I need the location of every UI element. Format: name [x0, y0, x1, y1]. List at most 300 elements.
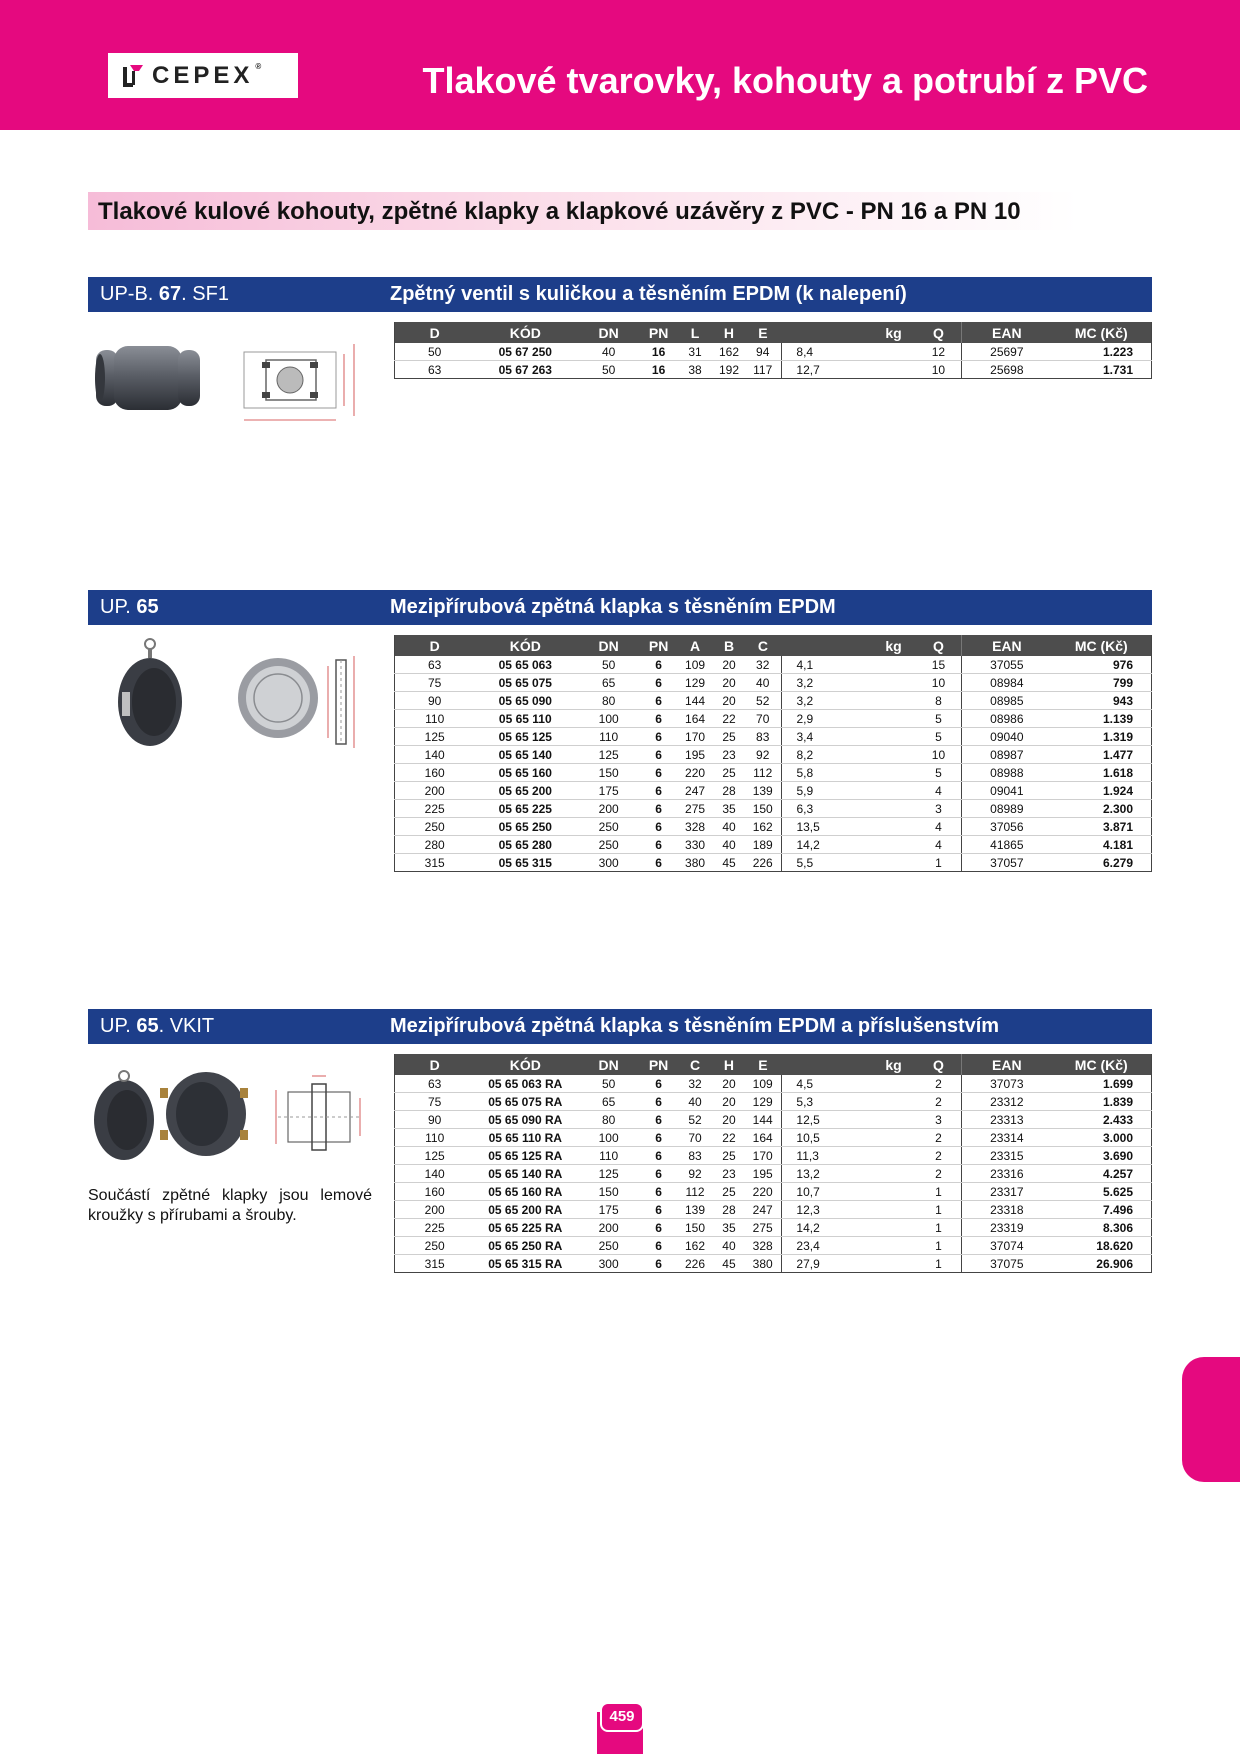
table-cell: 1 [935, 1256, 942, 1271]
table-cell: 1.618 [1052, 764, 1152, 782]
table-cell: 27,9 [782, 1255, 916, 1273]
table-cell: 5 [916, 728, 962, 746]
section-title-bar [88, 192, 1078, 230]
table-cell: 6 [641, 1093, 676, 1111]
table-cell: 200 [576, 1219, 641, 1237]
table-cell: 6 [641, 1201, 676, 1219]
table-cell: 380 [752, 1256, 773, 1271]
table-cell: 225 [395, 800, 475, 818]
table-cell: 05 65 200 [474, 782, 576, 800]
table-cell: 139 [744, 782, 782, 800]
table-cell: 3 [916, 1111, 962, 1129]
table-cell: 6 [641, 674, 676, 692]
table-cell: 37055 [962, 656, 1052, 674]
table-cell: 05 65 063 [474, 656, 576, 674]
table-cell: 37074 [962, 1237, 1052, 1255]
table-cell: 20 [714, 674, 744, 692]
table-cell: 52 [676, 1111, 714, 1129]
table-cell: 37075 [962, 1255, 1052, 1273]
table-cell: 250 [576, 1237, 641, 1255]
table-cell: 125 [576, 746, 641, 764]
table-cell: 144 [676, 692, 714, 710]
valve-kit-photo [90, 1068, 260, 1169]
product-code: UP-B. 67. SF1 [100, 283, 229, 305]
product-table [394, 1054, 1152, 1273]
table-cell: 150 [576, 1183, 641, 1201]
table-cell: 08984 [962, 674, 1052, 692]
table-cell: 6 [641, 1237, 676, 1255]
table-cell: 40 [714, 836, 744, 854]
cepex-logo-mark-icon [122, 63, 144, 89]
table-cell: 6 [641, 836, 676, 854]
table-cell: 22 [714, 710, 744, 728]
table-row [395, 1165, 1152, 1183]
table-cell: 100 [576, 710, 641, 728]
table-cell: 63 [395, 656, 475, 674]
table-cell: 1.924 [1052, 782, 1152, 800]
table-cell: 110 [395, 1129, 475, 1147]
table-cell: 1 [916, 1201, 962, 1219]
table-cell: 3,2 [782, 692, 916, 710]
table-cell: 23312 [962, 1093, 1052, 1111]
wafer-check-valve-drawing [322, 652, 362, 757]
col-header: PN [641, 322, 676, 343]
table-cell: 330 [676, 836, 714, 854]
table-row [395, 1219, 1152, 1237]
table-cell: 40 [676, 1093, 714, 1111]
table-cell: 6 [641, 1165, 676, 1183]
col-header: KÓD [474, 1054, 576, 1075]
table-cell: 5,8 [782, 764, 916, 782]
table-cell: 32 [744, 656, 782, 674]
table-cell: 05 65 090 RA [474, 1111, 576, 1129]
table-cell: 129 [744, 1093, 782, 1111]
table-cell: 08985 [962, 692, 1052, 710]
table-cell: 112 [744, 764, 782, 782]
table-cell: 139 [676, 1201, 714, 1219]
kit-note: Součástí zpětné klapky jsou lemové kroužky s přírubami a šrouby. [88, 1187, 372, 1224]
table-cell: 05 65 075 RA [474, 1093, 576, 1111]
table-cell: 3.000 [1052, 1129, 1152, 1147]
product-table [394, 322, 1152, 379]
table-cell: 75 [395, 674, 475, 692]
table-row [395, 656, 1152, 674]
col-header: MC (Kč) [1052, 635, 1152, 656]
table-cell: 162 [676, 1237, 714, 1255]
table-cell: 08989 [962, 800, 1052, 818]
table-cell: 1.699 [1052, 1075, 1152, 1093]
table-cell: 6 [641, 692, 676, 710]
table-cell: 5,9 [782, 782, 916, 800]
table-cell: 10,5 [782, 1129, 916, 1147]
table-cell: 3,2 [782, 674, 916, 692]
table-cell: 315 [424, 855, 445, 870]
table-cell: 1 [916, 1183, 962, 1201]
table-cell: 2 [916, 1129, 962, 1147]
table-cell: 05 65 225 [474, 800, 576, 818]
table-cell: 225 [395, 1219, 475, 1237]
header-bar [0, 0, 1240, 130]
table-cell: 2 [916, 1075, 962, 1093]
table-cell: 05 65 315 RA [488, 1256, 563, 1271]
table-cell: 6 [641, 818, 676, 836]
table-cell: 200 [395, 1201, 475, 1219]
table-cell: 6 [641, 1111, 676, 1129]
table-cell: 300 [598, 855, 619, 870]
table-cell: 28 [714, 1201, 744, 1219]
table-cell: 18.620 [1052, 1237, 1152, 1255]
table-cell: 6 [641, 1147, 676, 1165]
table-cell: 92 [676, 1165, 714, 1183]
table-cell: 35 [714, 800, 744, 818]
table-cell: 2.300 [1052, 800, 1152, 818]
table-cell: 10 [916, 746, 962, 764]
table-row [395, 746, 1152, 764]
table-cell: 23 [714, 746, 744, 764]
table-cell: 170 [676, 728, 714, 746]
table-cell: 109 [676, 656, 714, 674]
table-cell: 65 [576, 674, 641, 692]
table-row [395, 800, 1152, 818]
table-cell: 45 [722, 1256, 736, 1271]
table-cell: 08987 [962, 746, 1052, 764]
table-cell: 799 [1052, 674, 1152, 692]
table-cell: 315 [424, 1256, 445, 1271]
col-header: DN [576, 1054, 641, 1075]
table-cell: 328 [744, 1237, 782, 1255]
table-cell: 52 [744, 692, 782, 710]
table-cell: 150 [744, 800, 782, 818]
table-cell: 4 [916, 836, 962, 854]
table-cell: 92 [744, 746, 782, 764]
table-cell: 70 [676, 1129, 714, 1147]
table-cell: 250 [395, 818, 475, 836]
table-cell: 05 65 160 [474, 764, 576, 782]
col-header: MC (Kč) [1052, 1054, 1152, 1075]
table-cell: 164 [676, 710, 714, 728]
table-cell: 6 [641, 728, 676, 746]
col-header: MC (Kč) [1052, 322, 1152, 343]
page-title: Tlakové tvarovky, kohouty a potrubí z PVC [422, 60, 1148, 101]
table-cell: 8,2 [782, 746, 916, 764]
table-row: 63 05 67 263 50 16 38 192 117 12,7 10 25698 1.731 [428, 362, 1133, 377]
table-cell: 41865 [962, 836, 1052, 854]
table-cell: 4.181 [1052, 836, 1152, 854]
table-cell: 247 [744, 1201, 782, 1219]
table-cell: 32 [676, 1075, 714, 1093]
table-cell: 275 [744, 1219, 782, 1237]
table-cell: 2 [916, 1093, 962, 1111]
product-band [88, 277, 1152, 312]
table-cell: 83 [744, 728, 782, 746]
table-cell: 220 [744, 1183, 782, 1201]
table-cell: 05 65 315 [498, 855, 552, 870]
table-cell: 23313 [962, 1111, 1052, 1129]
table-cell: 160 [395, 764, 475, 782]
table-cell: 250 [576, 836, 641, 854]
table-cell: 08986 [962, 710, 1052, 728]
col-header: H [714, 1054, 744, 1075]
ball-check-valve-drawing [240, 340, 366, 433]
table-row [395, 1147, 1152, 1165]
table-cell: 4 [916, 818, 962, 836]
table-cell: 6 [641, 764, 676, 782]
table-cell: 05 65 280 [474, 836, 576, 854]
table-row [395, 1201, 1152, 1219]
table-row [395, 818, 1152, 836]
table-cell: 05 65 063 RA [474, 1075, 576, 1093]
table-cell: 380 [685, 855, 706, 870]
valve-kit-drawing [268, 1072, 368, 1167]
table-cell: 26.906 [1096, 1256, 1133, 1271]
product-code: UP. 65. VKIT [100, 1015, 215, 1037]
table-cell: 300 [598, 1256, 619, 1271]
table-cell: 976 [1052, 656, 1152, 674]
table-cell: 6 [641, 710, 676, 728]
table-cell: 08988 [962, 764, 1052, 782]
col-header: DN [576, 635, 641, 656]
table-cell: 110 [576, 1147, 641, 1165]
table-cell: 195 [676, 746, 714, 764]
table-cell: 15 [916, 656, 962, 674]
table-cell: 4 [916, 782, 962, 800]
table-cell: 37057 [962, 854, 1052, 872]
table-cell: 45 [722, 855, 736, 870]
table-cell: 90 [395, 692, 475, 710]
table-cell: 05 65 250 [474, 818, 576, 836]
table-cell: 125 [576, 1165, 641, 1183]
table-cell: 80 [576, 1111, 641, 1129]
col-header: PN [641, 635, 676, 656]
table-cell: 13,5 [782, 818, 916, 836]
table-cell: 90 [395, 1111, 475, 1129]
table-cell: 25 [714, 728, 744, 746]
table-cell: 160 [395, 1183, 475, 1201]
col-header: EAN [962, 1054, 1052, 1075]
table-cell: 162 [744, 818, 782, 836]
table-row [395, 674, 1152, 692]
table-cell: 20 [714, 1093, 744, 1111]
table-cell: 05 65 110 [474, 710, 576, 728]
table-cell: 110 [576, 728, 641, 746]
table-cell: 5,5 [782, 854, 916, 872]
product-band [88, 590, 1152, 625]
table-row [395, 728, 1152, 746]
table-cell: 25 [714, 764, 744, 782]
table-cell: 3.871 [1052, 818, 1152, 836]
table-cell: 150 [676, 1219, 714, 1237]
table-cell: 05 65 160 RA [474, 1183, 576, 1201]
table-cell: 05 65 125 RA [474, 1147, 576, 1165]
table-cell: 75 [395, 1093, 475, 1111]
table-cell: 4.257 [1052, 1165, 1152, 1183]
table-cell: 150 [576, 764, 641, 782]
table-cell: 6 [655, 1256, 662, 1271]
table-row [395, 692, 1152, 710]
table-row [395, 1255, 1152, 1273]
table-cell: 943 [1052, 692, 1152, 710]
table-cell: 1.139 [1052, 710, 1152, 728]
table-cell: 140 [395, 1165, 475, 1183]
table-cell: 2 [916, 1147, 962, 1165]
table-row [395, 764, 1152, 782]
table-cell: 70 [744, 710, 782, 728]
table-row [395, 1129, 1152, 1147]
chapter-side-tab [1182, 1357, 1240, 1482]
table-row [395, 1111, 1152, 1129]
table-cell: 247 [676, 782, 714, 800]
product-band [88, 1009, 1152, 1044]
table-cell: 220 [676, 764, 714, 782]
col-header: C [744, 635, 782, 656]
table-cell: 05 65 140 [474, 746, 576, 764]
table-cell: 40 [714, 818, 744, 836]
table-cell: 05 65 110 RA [474, 1129, 576, 1147]
col-header: PN [641, 1054, 676, 1075]
table-cell: 175 [576, 782, 641, 800]
table-cell: 13,2 [782, 1165, 916, 1183]
table-cell: 6 [641, 1219, 676, 1237]
col-header: D [395, 322, 475, 343]
cepex-logo [108, 53, 298, 98]
table-cell: 100 [576, 1129, 641, 1147]
table-cell: 200 [576, 800, 641, 818]
product-name: Mezipřírubová zpětná klapka s těsněním EPDM [390, 596, 836, 618]
page-number: 459 [600, 1702, 644, 1732]
col-header: B [714, 635, 744, 656]
table-cell: 250 [576, 818, 641, 836]
table-cell: 28 [714, 782, 744, 800]
col-header: H [714, 322, 744, 343]
table-cell: 125 [395, 728, 475, 746]
table-row [395, 836, 1152, 854]
table-row [395, 1093, 1152, 1111]
table-cell: 12,5 [782, 1111, 916, 1129]
table-cell: 226 [685, 1256, 706, 1271]
table-cell: 8.306 [1052, 1219, 1152, 1237]
table-cell: 05 65 090 [474, 692, 576, 710]
table-cell: 5 [916, 710, 962, 728]
col-header: D [395, 635, 475, 656]
table-cell: 25 [714, 1183, 744, 1201]
wafer-check-valve-disc-photo [236, 652, 320, 751]
table-cell: 10 [916, 674, 962, 692]
table-cell: 20 [714, 1111, 744, 1129]
table-cell: 50 [576, 656, 641, 674]
product-name: Mezipřírubová zpětná klapka s těsněním EPDM a příslušenstvím [390, 1015, 1000, 1037]
table-row [395, 1075, 1152, 1093]
table-cell: 1 [916, 1219, 962, 1237]
product-table [394, 635, 1152, 872]
table-cell: 6 [641, 1183, 676, 1201]
table-cell: 05 65 225 RA [474, 1219, 576, 1237]
table-cell: 22 [714, 1129, 744, 1147]
table-cell: 6 [641, 1129, 676, 1147]
table-row [395, 782, 1152, 800]
col-header: Q [916, 635, 962, 656]
table-cell: 7.496 [1052, 1201, 1152, 1219]
table-cell: 40 [714, 1237, 744, 1255]
table-cell: 23314 [962, 1129, 1052, 1147]
table-cell: 23319 [962, 1219, 1052, 1237]
table-cell: 280 [395, 836, 475, 854]
table-cell: 2 [916, 1165, 962, 1183]
table-cell: 40 [744, 674, 782, 692]
table-cell: 23316 [962, 1165, 1052, 1183]
table-row [395, 1183, 1152, 1201]
table-cell: 63 [395, 1075, 475, 1093]
table-cell: 05 65 075 [474, 674, 576, 692]
table-cell: 10,7 [782, 1183, 916, 1201]
table-cell: 110 [395, 710, 475, 728]
table-cell: 5.625 [1052, 1183, 1152, 1201]
table-cell: 20 [714, 692, 744, 710]
table-cell: 112 [676, 1183, 714, 1201]
table-cell: 2.433 [1052, 1111, 1152, 1129]
col-header: Q [916, 322, 962, 343]
table-cell: 1.839 [1052, 1093, 1152, 1111]
table-cell: 20 [714, 656, 744, 674]
col-header: EAN [962, 635, 1052, 656]
table-cell: 37056 [962, 818, 1052, 836]
table-row: 50 05 67 250 40 16 31 162 94 8,4 12 25697 1.223 [395, 343, 1152, 361]
col-header: E [744, 1054, 782, 1075]
table-cell: 23318 [962, 1201, 1052, 1219]
col-header: D [395, 1054, 475, 1075]
table-cell: 275 [676, 800, 714, 818]
table-cell: 6.279 [1102, 855, 1133, 870]
table-cell: 109 [744, 1075, 782, 1093]
table-cell: 05 65 125 [474, 728, 576, 746]
table-cell: 250 [395, 1237, 475, 1255]
table-cell: 5,3 [782, 1093, 916, 1111]
table-cell: 6 [641, 800, 676, 818]
table-cell: 226 [752, 855, 773, 870]
col-header: E [744, 322, 782, 343]
table-cell: 14,2 [782, 836, 916, 854]
table-cell: 12,3 [782, 1201, 916, 1219]
brand-name: CEPEX [152, 61, 254, 89]
table-cell: 1.477 [1052, 746, 1152, 764]
table-cell: 6,3 [782, 800, 916, 818]
table-cell: 50 [576, 1075, 641, 1093]
table-cell: 144 [744, 1111, 782, 1129]
table-cell: 4,5 [782, 1075, 916, 1093]
brand-registered-mark: ® [255, 61, 266, 71]
table-cell: 3.690 [1052, 1147, 1152, 1165]
col-header: EAN [962, 322, 1052, 343]
table-row [395, 854, 1152, 872]
col-header: KÓD [474, 322, 576, 343]
section-title: Tlakové kulové kohouty, zpětné klapky a klapkové uzávěry z PVC - PN 16 a PN 10 [98, 198, 1021, 225]
table-cell: 140 [395, 746, 475, 764]
table-cell: 23317 [962, 1183, 1052, 1201]
table-cell: 09041 [962, 782, 1052, 800]
col-header: KÓD [474, 635, 576, 656]
table-cell: 4,1 [782, 656, 916, 674]
table-cell: 83 [676, 1147, 714, 1165]
table-cell: 3 [916, 800, 962, 818]
table-row [395, 1237, 1152, 1255]
table-cell: 6 [641, 656, 676, 674]
table-cell: 5 [916, 764, 962, 782]
col-header: kg [782, 1054, 916, 1075]
table-cell: 8 [916, 692, 962, 710]
table-cell: 189 [744, 836, 782, 854]
table-cell: 05 65 200 RA [474, 1201, 576, 1219]
col-header: DN [576, 322, 641, 343]
table-cell: 23315 [962, 1147, 1052, 1165]
